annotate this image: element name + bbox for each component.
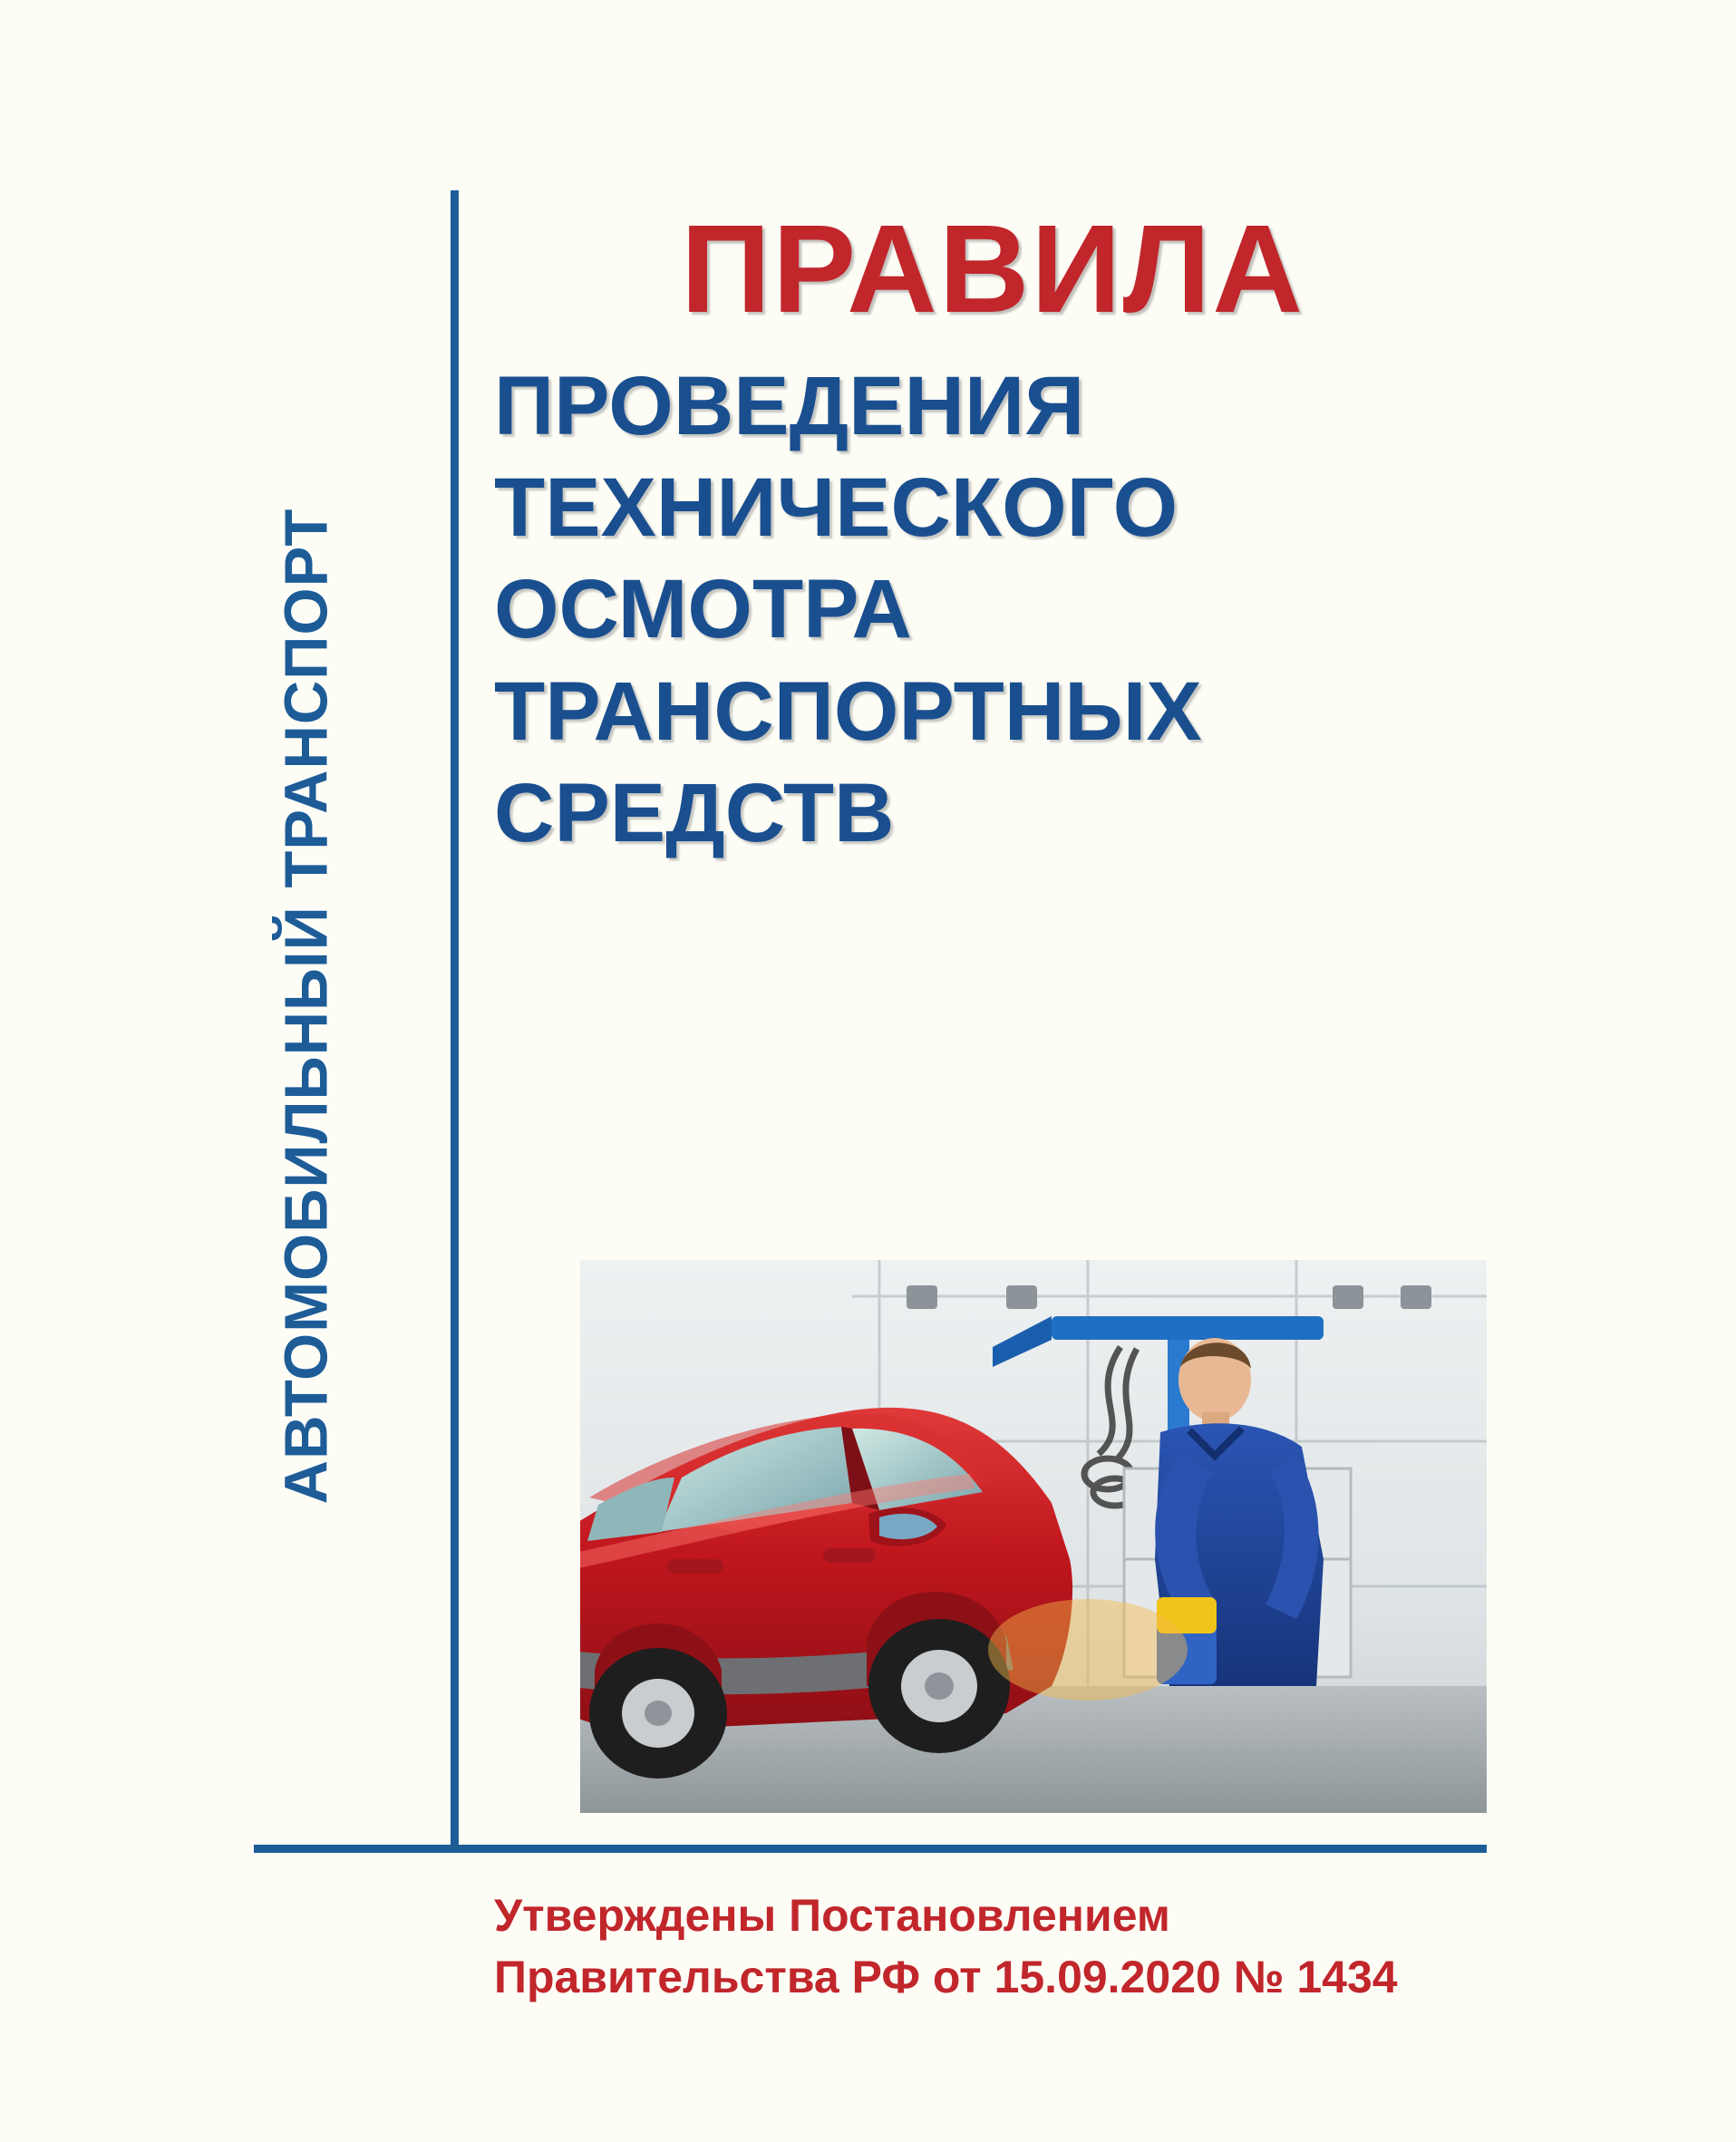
vertical-divider <box>451 190 459 1849</box>
page-title: ПРАВИЛА <box>680 199 1305 339</box>
title-block <box>494 199 1491 864</box>
subtitle-line-1: ПРОВЕДЕНИЯ <box>494 359 1085 452</box>
approval-line-1: Утверждены Постановлением <box>494 1890 1170 1941</box>
horizontal-divider <box>254 1845 1487 1853</box>
approval-note <box>494 1885 1537 2008</box>
subtitle-line-5: СРЕДСТВ <box>494 766 895 859</box>
page-subtitle <box>494 355 1491 864</box>
subtitle-line-2: ТЕХНИЧЕСКОГО <box>494 461 1178 555</box>
series-label: АВТОМОБИЛЬНЫЙ ТРАНСПОРТ <box>272 508 341 1505</box>
subtitle-line-4: ТРАНСПОРТНЫХ <box>494 664 1202 758</box>
series-label-container <box>243 190 370 1822</box>
subtitle-line-3: ОСМОТРА <box>494 563 912 656</box>
vehicle-inspection-photo <box>580 1260 1487 1813</box>
approval-line-2: Правительства РФ от 15.09.2020 № 1434 <box>494 1951 1398 2002</box>
